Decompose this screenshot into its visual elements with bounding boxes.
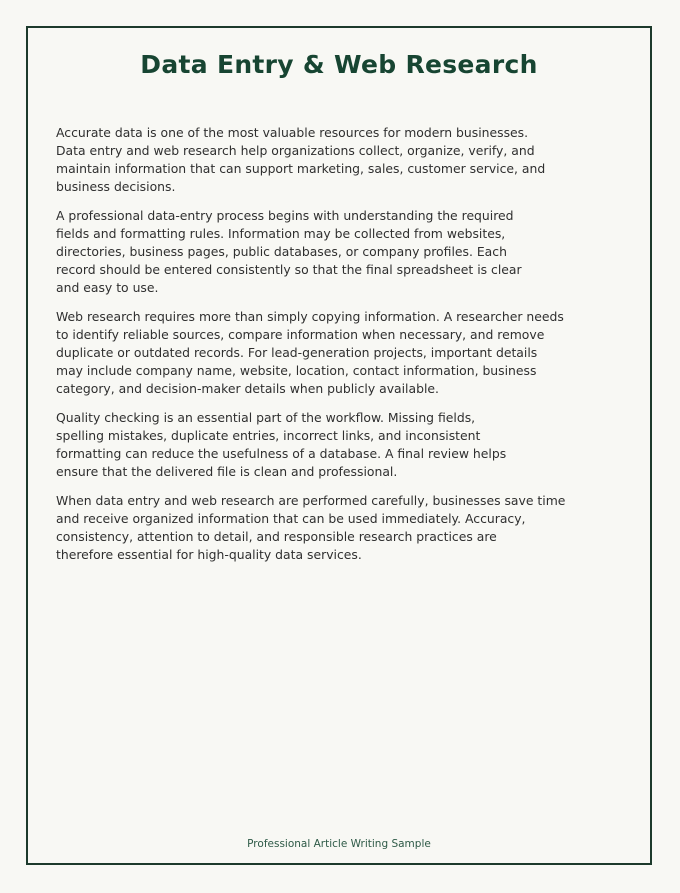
document-title: Data Entry & Web Research	[140, 50, 538, 79]
article-body	[56, 124, 576, 575]
document-footer: Professional Article Writing Sample	[247, 838, 431, 850]
paragraph-2: A professional data-entry process begins with understanding the required fields and formatting rules. Information may be collected from websites, directories, business pages, public databases, or company profiles. Each record should be entered consistently so that the final spreadsheet is clear and easy to use.	[56, 208, 522, 295]
paragraph-1: Accurate data is one of the most valuable resources for modern businesses. Data entry and web research help organizations collect, organize, verify, and maintain information that can support marketing, sales, customer service, and business decisions.	[56, 125, 546, 194]
paragraph-4: Quality checking is an essential part of the workflow. Missing fields, spelling mistakes, duplicate entries, incorrect links, and inconsistent formatting can reduce the usefulness of a database. A final review helps ensure that the delivered file is clean and professional.	[56, 410, 507, 479]
paragraph-3: Web research requires more than simply copying information. A researcher needs to identify reliable sources, compare information when necessary, and remove duplicate or outdated records. For lead-generation projects, important details may include company name, website, location, contact information, business category, and decision-maker details when publicly available.	[56, 309, 564, 396]
document-page	[26, 26, 652, 865]
paragraph-5: When data entry and web research are performed carefully, businesses save time and receive organized information that can be used immediately. Accuracy, consistency, attention to detail, and responsible research practices are therefore essential for high-quality data services.	[56, 493, 566, 562]
